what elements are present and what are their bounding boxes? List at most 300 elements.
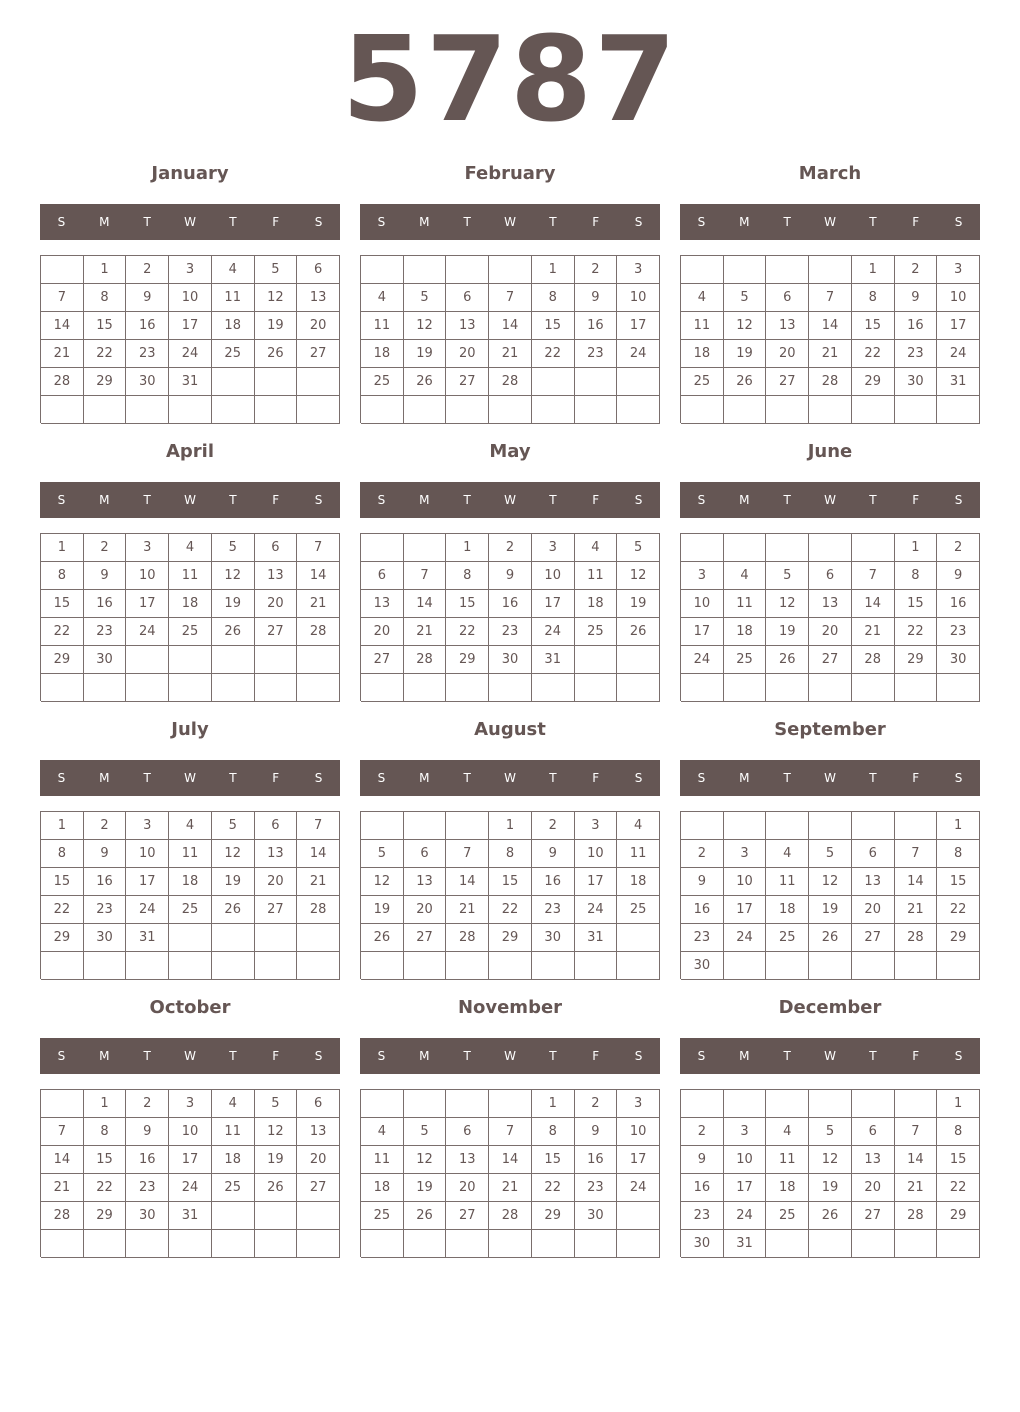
- day-cell: 5: [404, 284, 447, 312]
- day-cell: 23: [681, 1202, 724, 1230]
- day-cell: 4: [681, 284, 724, 312]
- day-cell: 27: [297, 340, 340, 368]
- day-cell: 19: [724, 340, 767, 368]
- day-cell: 9: [126, 1118, 169, 1146]
- day-cell: 23: [532, 896, 575, 924]
- year-title: 5787: [341, 10, 679, 148]
- day-cell: 17: [724, 1174, 767, 1202]
- empty-cell: [212, 646, 255, 674]
- day-cell: 7: [489, 1118, 532, 1146]
- day-cell: 19: [361, 896, 404, 924]
- empty-cell: [852, 674, 895, 702]
- empty-cell: [681, 256, 724, 284]
- empty-cell: [532, 1230, 575, 1258]
- day-cell: 18: [361, 340, 404, 368]
- day-cell: 9: [575, 284, 618, 312]
- day-cell: 11: [766, 868, 809, 896]
- day-cell: 25: [169, 896, 212, 924]
- weekday-label: W: [504, 1049, 516, 1063]
- day-cell: 8: [895, 562, 938, 590]
- day-cell: 12: [404, 312, 447, 340]
- day-cell: 10: [724, 868, 767, 896]
- day-cell: 19: [766, 618, 809, 646]
- empty-cell: [575, 952, 618, 980]
- weekday-label: M: [419, 493, 430, 507]
- weekday-header: [680, 204, 980, 240]
- day-cell: 2: [84, 534, 127, 562]
- day-cell: 7: [489, 284, 532, 312]
- empty-cell: [895, 396, 938, 424]
- day-cell: 19: [212, 590, 255, 618]
- day-cell: 23: [575, 340, 618, 368]
- empty-cell: [446, 1090, 489, 1118]
- empty-cell: [575, 396, 618, 424]
- day-cell: 11: [617, 840, 660, 868]
- empty-cell: [169, 1230, 212, 1258]
- day-cell: 16: [681, 1174, 724, 1202]
- empty-cell: [681, 812, 724, 840]
- day-cell: 8: [489, 840, 532, 868]
- weekday-label: T: [143, 215, 151, 229]
- day-cell: 24: [169, 1174, 212, 1202]
- day-cell: 9: [126, 284, 169, 312]
- weekday-label: W: [824, 1049, 836, 1063]
- day-cell: 2: [532, 812, 575, 840]
- day-cell: 27: [852, 924, 895, 952]
- day-cell: 20: [297, 312, 340, 340]
- day-cell: 10: [937, 284, 980, 312]
- empty-cell: [766, 812, 809, 840]
- day-cell: 2: [895, 256, 938, 284]
- day-cell: 28: [297, 618, 340, 646]
- weekday-label: F: [272, 771, 280, 785]
- day-cell: 29: [41, 924, 84, 952]
- empty-cell: [297, 1230, 340, 1258]
- day-cell: 22: [84, 1174, 127, 1202]
- day-cell: 24: [724, 1202, 767, 1230]
- day-cell: 13: [446, 1146, 489, 1174]
- empty-cell: [809, 812, 852, 840]
- day-cell: 5: [809, 840, 852, 868]
- empty-cell: [852, 1230, 895, 1258]
- empty-cell: [41, 1230, 84, 1258]
- day-cell: 6: [852, 840, 895, 868]
- day-cell: 3: [126, 812, 169, 840]
- day-cell: 22: [852, 340, 895, 368]
- empty-cell: [852, 1090, 895, 1118]
- day-cell: 1: [532, 1090, 575, 1118]
- day-cell: 13: [809, 590, 852, 618]
- day-cell: 17: [126, 590, 169, 618]
- day-cell: 8: [41, 840, 84, 868]
- day-cell: 27: [255, 896, 298, 924]
- weekday-header: [360, 1038, 660, 1074]
- day-cell: 25: [212, 340, 255, 368]
- weekday-label: T: [229, 771, 237, 785]
- empty-cell: [937, 952, 980, 980]
- weekday-header: [40, 1038, 340, 1074]
- day-cell: 20: [446, 340, 489, 368]
- empty-cell: [212, 952, 255, 980]
- day-cell: 6: [404, 840, 447, 868]
- day-cell: 28: [41, 368, 84, 396]
- day-cell: 15: [84, 1146, 127, 1174]
- day-cell: 13: [852, 1146, 895, 1174]
- empty-cell: [489, 1090, 532, 1118]
- empty-cell: [681, 1090, 724, 1118]
- day-cell: 30: [575, 1202, 618, 1230]
- day-cell: 20: [809, 618, 852, 646]
- empty-cell: [852, 952, 895, 980]
- empty-cell: [809, 952, 852, 980]
- empty-cell: [489, 674, 532, 702]
- day-cell: 6: [255, 534, 298, 562]
- day-cell: 9: [681, 868, 724, 896]
- weekday-label: S: [697, 493, 706, 507]
- empty-cell: [532, 396, 575, 424]
- weekday-label: F: [912, 493, 920, 507]
- empty-cell: [809, 256, 852, 284]
- weekday-label: W: [504, 215, 516, 229]
- day-grid: [360, 255, 660, 423]
- empty-cell: [809, 674, 852, 702]
- day-cell: 14: [297, 840, 340, 868]
- day-cell: 2: [575, 256, 618, 284]
- day-cell: 8: [937, 1118, 980, 1146]
- empty-cell: [169, 924, 212, 952]
- day-cell: 21: [895, 1174, 938, 1202]
- weekday-label: S: [314, 493, 323, 507]
- day-cell: 16: [126, 1146, 169, 1174]
- day-cell: 10: [126, 562, 169, 590]
- day-cell: 2: [126, 256, 169, 284]
- day-cell: 4: [724, 562, 767, 590]
- day-cell: 18: [361, 1174, 404, 1202]
- month-title: March: [798, 163, 862, 184]
- day-cell: 13: [446, 312, 489, 340]
- day-cell: 12: [724, 312, 767, 340]
- day-cell: 18: [766, 1174, 809, 1202]
- day-cell: 2: [489, 534, 532, 562]
- weekday-label: M: [99, 493, 110, 507]
- day-cell: 27: [852, 1202, 895, 1230]
- day-cell: 1: [852, 256, 895, 284]
- day-cell: 14: [489, 1146, 532, 1174]
- day-cell: 10: [126, 840, 169, 868]
- day-cell: 28: [489, 368, 532, 396]
- day-cell: 11: [361, 312, 404, 340]
- day-cell: 18: [575, 590, 618, 618]
- day-cell: 24: [724, 924, 767, 952]
- weekday-label: W: [184, 771, 196, 785]
- empty-cell: [404, 674, 447, 702]
- weekday-label: T: [549, 493, 557, 507]
- weekday-label: S: [954, 493, 963, 507]
- month-title: May: [489, 441, 531, 462]
- day-cell: 27: [255, 618, 298, 646]
- day-cell: 27: [297, 1174, 340, 1202]
- day-cell: 26: [809, 924, 852, 952]
- day-cell: 14: [895, 1146, 938, 1174]
- day-cell: 3: [724, 840, 767, 868]
- empty-cell: [361, 812, 404, 840]
- weekday-label: S: [57, 771, 66, 785]
- day-cell: 15: [852, 312, 895, 340]
- empty-cell: [852, 534, 895, 562]
- day-cell: 9: [681, 1146, 724, 1174]
- day-cell: 1: [84, 1090, 127, 1118]
- day-cell: 24: [126, 896, 169, 924]
- day-cell: 18: [617, 868, 660, 896]
- empty-cell: [212, 1230, 255, 1258]
- day-cell: 13: [766, 312, 809, 340]
- empty-cell: [404, 256, 447, 284]
- day-cell: 2: [937, 534, 980, 562]
- weekday-label: S: [697, 771, 706, 785]
- day-cell: 16: [937, 590, 980, 618]
- day-cell: 4: [575, 534, 618, 562]
- day-cell: 21: [297, 868, 340, 896]
- weekday-label: T: [143, 1049, 151, 1063]
- day-cell: 26: [212, 896, 255, 924]
- day-grid: [360, 811, 660, 979]
- day-cell: 27: [404, 924, 447, 952]
- weekday-header: [360, 760, 660, 796]
- day-cell: 21: [297, 590, 340, 618]
- day-cell: 6: [446, 1118, 489, 1146]
- day-cell: 12: [766, 590, 809, 618]
- empty-cell: [895, 674, 938, 702]
- empty-cell: [937, 1230, 980, 1258]
- day-cell: 1: [937, 812, 980, 840]
- day-cell: 5: [255, 256, 298, 284]
- day-cell: 15: [84, 312, 127, 340]
- day-cell: 1: [84, 256, 127, 284]
- day-cell: 17: [724, 896, 767, 924]
- empty-cell: [126, 396, 169, 424]
- day-cell: 17: [681, 618, 724, 646]
- empty-cell: [532, 674, 575, 702]
- empty-cell: [41, 396, 84, 424]
- day-cell: 23: [575, 1174, 618, 1202]
- empty-cell: [766, 396, 809, 424]
- day-cell: 4: [361, 1118, 404, 1146]
- weekday-label: S: [634, 215, 643, 229]
- day-cell: 29: [489, 924, 532, 952]
- day-cell: 31: [724, 1230, 767, 1258]
- weekday-header: [360, 482, 660, 518]
- weekday-label: F: [912, 1049, 920, 1063]
- weekday-label: W: [504, 771, 516, 785]
- day-cell: 10: [532, 562, 575, 590]
- weekday-label: S: [377, 493, 386, 507]
- weekday-label: T: [143, 771, 151, 785]
- empty-cell: [297, 368, 340, 396]
- day-cell: 11: [681, 312, 724, 340]
- day-cell: 16: [489, 590, 532, 618]
- day-cell: 6: [852, 1118, 895, 1146]
- day-cell: 28: [809, 368, 852, 396]
- empty-cell: [361, 534, 404, 562]
- day-cell: 21: [852, 618, 895, 646]
- day-cell: 28: [41, 1202, 84, 1230]
- empty-cell: [446, 1230, 489, 1258]
- day-cell: 31: [532, 646, 575, 674]
- empty-cell: [766, 1090, 809, 1118]
- empty-cell: [724, 1090, 767, 1118]
- day-cell: 18: [169, 590, 212, 618]
- day-cell: 22: [532, 340, 575, 368]
- empty-cell: [255, 1230, 298, 1258]
- empty-cell: [169, 952, 212, 980]
- day-cell: 21: [446, 896, 489, 924]
- day-cell: 18: [212, 312, 255, 340]
- empty-cell: [617, 368, 660, 396]
- empty-cell: [852, 396, 895, 424]
- weekday-label: F: [272, 215, 280, 229]
- empty-cell: [809, 1090, 852, 1118]
- weekday-label: M: [99, 771, 110, 785]
- day-cell: 22: [489, 896, 532, 924]
- day-grid: [40, 533, 340, 701]
- day-cell: 5: [766, 562, 809, 590]
- day-cell: 30: [489, 646, 532, 674]
- day-cell: 23: [681, 924, 724, 952]
- empty-cell: [41, 952, 84, 980]
- weekday-header: [40, 482, 340, 518]
- weekday-label: T: [463, 493, 471, 507]
- empty-cell: [126, 952, 169, 980]
- empty-cell: [681, 674, 724, 702]
- empty-cell: [809, 1230, 852, 1258]
- month-title: July: [171, 719, 209, 740]
- empty-cell: [532, 952, 575, 980]
- day-grid: [40, 811, 340, 979]
- weekday-label: S: [697, 1049, 706, 1063]
- day-cell: 15: [532, 312, 575, 340]
- weekday-label: W: [184, 215, 196, 229]
- empty-cell: [617, 674, 660, 702]
- weekday-label: M: [739, 1049, 750, 1063]
- day-cell: 13: [255, 562, 298, 590]
- day-cell: 3: [681, 562, 724, 590]
- day-cell: 10: [617, 284, 660, 312]
- day-cell: 7: [895, 1118, 938, 1146]
- day-cell: 29: [84, 368, 127, 396]
- day-cell: 6: [297, 1090, 340, 1118]
- day-cell: 2: [681, 1118, 724, 1146]
- day-cell: 2: [681, 840, 724, 868]
- day-cell: 4: [169, 812, 212, 840]
- weekday-label: T: [783, 215, 791, 229]
- weekday-label: F: [592, 215, 600, 229]
- weekday-label: S: [954, 215, 963, 229]
- empty-cell: [446, 396, 489, 424]
- day-cell: 22: [84, 340, 127, 368]
- weekday-label: F: [592, 771, 600, 785]
- day-cell: 28: [404, 646, 447, 674]
- empty-cell: [895, 952, 938, 980]
- day-cell: 26: [212, 618, 255, 646]
- day-cell: 6: [297, 256, 340, 284]
- weekday-label: T: [783, 493, 791, 507]
- month-title: February: [464, 163, 556, 184]
- day-cell: 30: [937, 646, 980, 674]
- empty-cell: [126, 646, 169, 674]
- day-cell: 17: [169, 1146, 212, 1174]
- empty-cell: [724, 674, 767, 702]
- empty-cell: [126, 1230, 169, 1258]
- day-cell: 29: [895, 646, 938, 674]
- day-cell: 19: [809, 1174, 852, 1202]
- day-cell: 9: [937, 562, 980, 590]
- empty-cell: [255, 396, 298, 424]
- day-cell: 11: [169, 562, 212, 590]
- day-cell: 13: [404, 868, 447, 896]
- day-cell: 14: [489, 312, 532, 340]
- day-cell: 29: [852, 368, 895, 396]
- empty-cell: [255, 1202, 298, 1230]
- day-cell: 4: [617, 812, 660, 840]
- day-cell: 25: [724, 646, 767, 674]
- day-cell: 3: [617, 256, 660, 284]
- day-cell: 5: [361, 840, 404, 868]
- weekday-label: M: [99, 215, 110, 229]
- empty-cell: [681, 396, 724, 424]
- day-cell: 29: [41, 646, 84, 674]
- day-cell: 13: [361, 590, 404, 618]
- empty-cell: [446, 256, 489, 284]
- day-cell: 29: [937, 924, 980, 952]
- day-cell: 17: [617, 312, 660, 340]
- day-cell: 7: [809, 284, 852, 312]
- empty-cell: [84, 1230, 127, 1258]
- day-cell: 20: [852, 1174, 895, 1202]
- day-cell: 25: [169, 618, 212, 646]
- empty-cell: [361, 396, 404, 424]
- day-cell: 6: [446, 284, 489, 312]
- day-cell: 13: [255, 840, 298, 868]
- month-title: January: [151, 163, 229, 184]
- empty-cell: [404, 534, 447, 562]
- day-cell: 16: [532, 868, 575, 896]
- weekday-label: S: [314, 1049, 323, 1063]
- day-cell: 28: [895, 1202, 938, 1230]
- weekday-label: M: [419, 215, 430, 229]
- empty-cell: [126, 674, 169, 702]
- empty-cell: [212, 674, 255, 702]
- weekday-header: [680, 482, 980, 518]
- day-cell: 8: [446, 562, 489, 590]
- day-cell: 16: [681, 896, 724, 924]
- empty-cell: [446, 952, 489, 980]
- day-cell: 7: [895, 840, 938, 868]
- day-cell: 15: [41, 868, 84, 896]
- day-cell: 4: [766, 840, 809, 868]
- day-cell: 20: [361, 618, 404, 646]
- day-cell: 7: [41, 1118, 84, 1146]
- day-cell: 25: [575, 618, 618, 646]
- day-cell: 3: [532, 534, 575, 562]
- weekday-label: F: [272, 1049, 280, 1063]
- day-cell: 12: [212, 562, 255, 590]
- day-cell: 3: [126, 534, 169, 562]
- day-cell: 11: [724, 590, 767, 618]
- day-cell: 26: [724, 368, 767, 396]
- empty-cell: [724, 952, 767, 980]
- day-cell: 18: [212, 1146, 255, 1174]
- day-cell: 29: [84, 1202, 127, 1230]
